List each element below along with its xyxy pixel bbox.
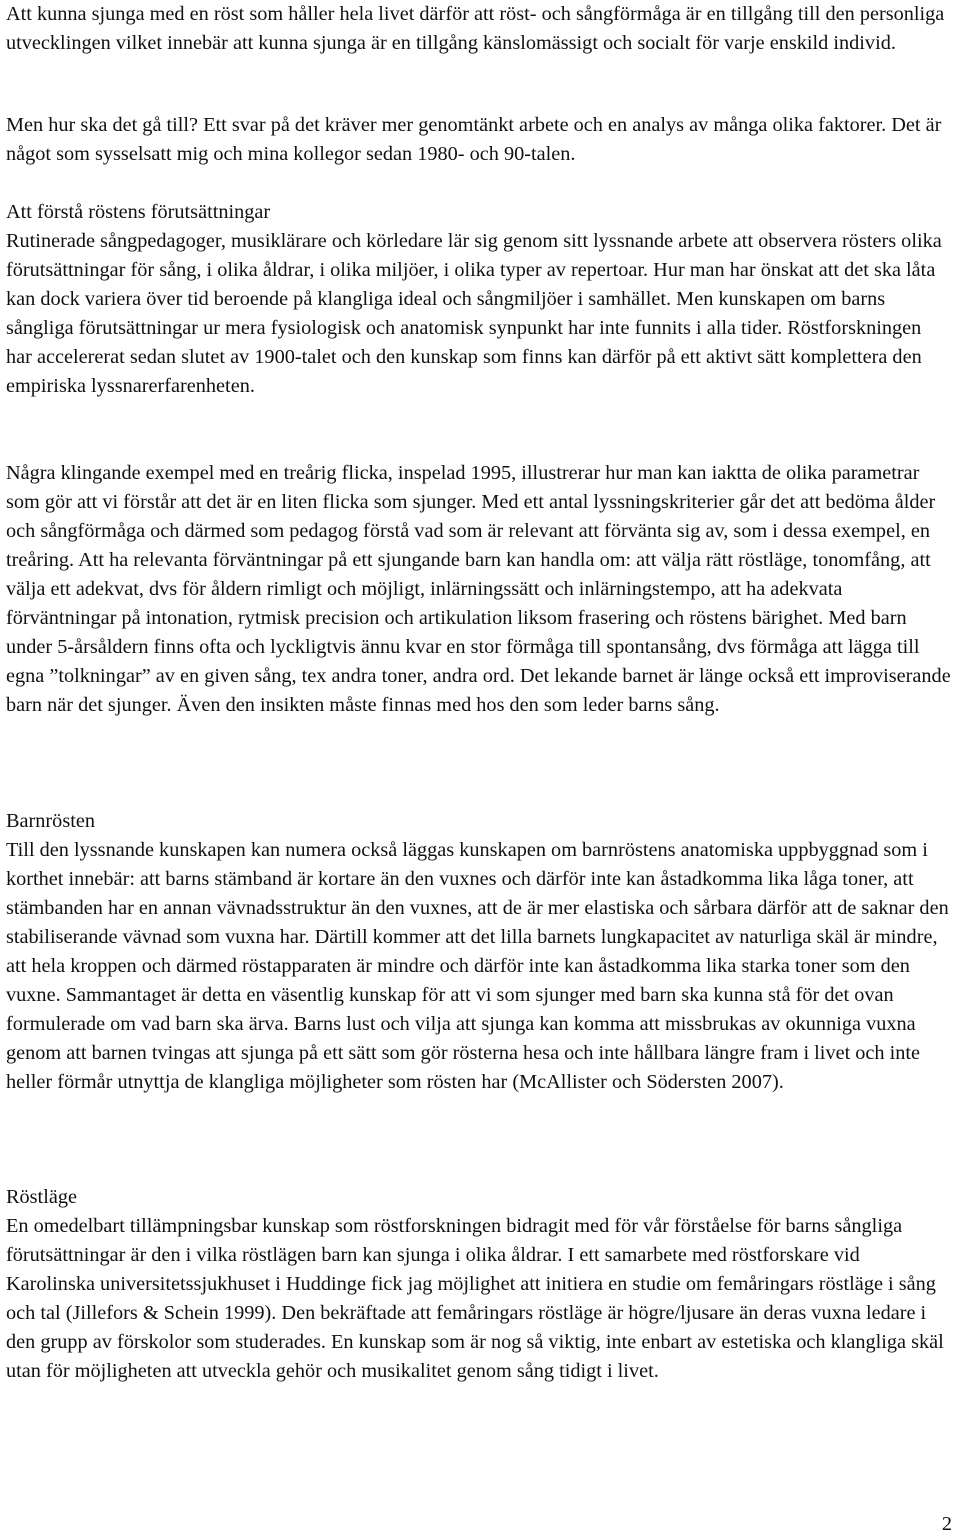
question-paragraph: Men hur ska det gå till? Ett svar på det kräver mer genomtänkt arbete och en analys av många olika faktorer. Det är något som sysselsatt mig och mina kollegor sedan 1980- och 90-talen. xyxy=(6,114,942,165)
intro-paragraph: Att kunna sjunga med en röst som håller hela livet därför att röst- och sångförmåga är en tillgång till den personliga utvecklingen vilket innebär att kunna sjunga är en tillgång känslomässigt och socialt för varje enskild individ. xyxy=(6,3,945,54)
page-number: 2 xyxy=(941,1513,952,1535)
examples-paragraph: Några klingande exempel med en treårig flicka, inspelad 1995, illustrerar hur man kan iaktta de olika parametrar som gör att vi förstår att det är en liten flicka som sjunger. Med ett antal lyssningskriterier går det att bedöma ålder och sångförmåga och därmed som pedagog förstå vad som är relevant att förvänta sig av, som i dessa exempel, en treåring. Att ha relevanta förväntningar på ett sjungande barn kan handla om: att välja rätt röstläge, tonomfång, att välja ett adekvat, dvs för åldern rimligt och möjligt, inlärningssätt och inlärningstempo, att ha adekvata förväntningar på intonation, rytmisk precision och artikulation liksom frasering och röstens bärighet. Med barn under 5-årsåldern finns ofta och lyckligtvis ännu kvar en stor förmåga till spontansång, dvs förmåga att lägga till egna ”tolkningar” av en given sång, tex andra toner, andra ord. Det lekande barnet är länge också ett improviserande barn när det sjunger. Även den insikten måste finnas med hos den som leder barns sång. xyxy=(6,462,951,716)
section-heading-barnrosten: Barnrösten xyxy=(6,810,95,832)
section-heading-rostlage: Röstläge xyxy=(6,1186,77,1208)
section-body-rostlage: En omedelbart tillämpningsbar kunskap som röstforskningen bidragit med för vår förståelse för barns sångliga förutsättningar är den i vilka röstlägen barn kan sjunga i olika åldrar. I ett samarbete med röstforskare vid Karolinska universitetssjukhuset i Huddinge fick jag möjlighet att initiera en studie om femåringars röstläge i sång och tal (Jillefors & Schein 1999). Den bekräftade att femåringars röstläge är högre/ljusare än deras vuxna ledare i den grupp av förskolor som studerades. En kunskap som är nog så viktig, inte enbart av estetiska och klangliga skäl utan för möjligheten att utveckla gehör och musikalitet genom sång tidigt i livet. xyxy=(6,1215,944,1382)
section-body-rostens-forutsattningar: Rutinerade sångpedagoger, musiklärare och körledare lär sig genom sitt lyssnande arbete att observera rösters olika förutsättningar för sång, i olika åldrar, i olika miljöer, i olika typer av repertoar. Hur man har önskat att det ska låta kan dock variera över tid beroende på klangliga ideal och sångmiljöer i samhället. Men kunskapen om barns sångliga förutsättningar ur mera fysiologisk och anatomisk synpunkt har inte funnits i alla tider. Röstforskningen har accelererat sedan slutet av 1900-talet och den kunskap som finns kan därför på ett aktivt sätt komplettera den empiriska lyssnarerfarenheten. xyxy=(6,230,942,397)
section-body-barnrosten: Till den lyssnande kunskapen kan numera också läggas kunskapen om barnröstens anatomiska uppbyggnad som i korthet innebär: att barns stämband är kortare än den vuxnes och därför inte kan åstadkomma lika låga toner, att stämbanden har en annan vävnadsstruktur än den vuxnes, att de är mer elastiska och sårbara därför att de saknar den stabiliserande vävnad som vuxna har. Därtill kommer att det lilla barnets lungkapacitet av naturliga skäl är mindre, att hela kroppen och därmed röstapparaten är mindre och därför inte kan åstadkomma lika starka toner som den vuxne. Sammantaget är detta en väsentlig kunskap för att vi som sjunger med barn ska kunna stå för det ovan formulerade om vad barn ska ärva. Barns lust och vilja att sjunga kan komma att missbrukas av okunniga vuxna genom att barnen tvingas att sjunga på ett sätt som gör rösterna hesa och inte hållbara längre fram i livet och inte heller förmår utnyttja de klangliga möjligheter som rösten har (McAllister och Södersten 2007). xyxy=(6,839,949,1093)
section-heading-rostens-forutsattningar: Att förstå röstens förutsättningar xyxy=(6,201,271,223)
